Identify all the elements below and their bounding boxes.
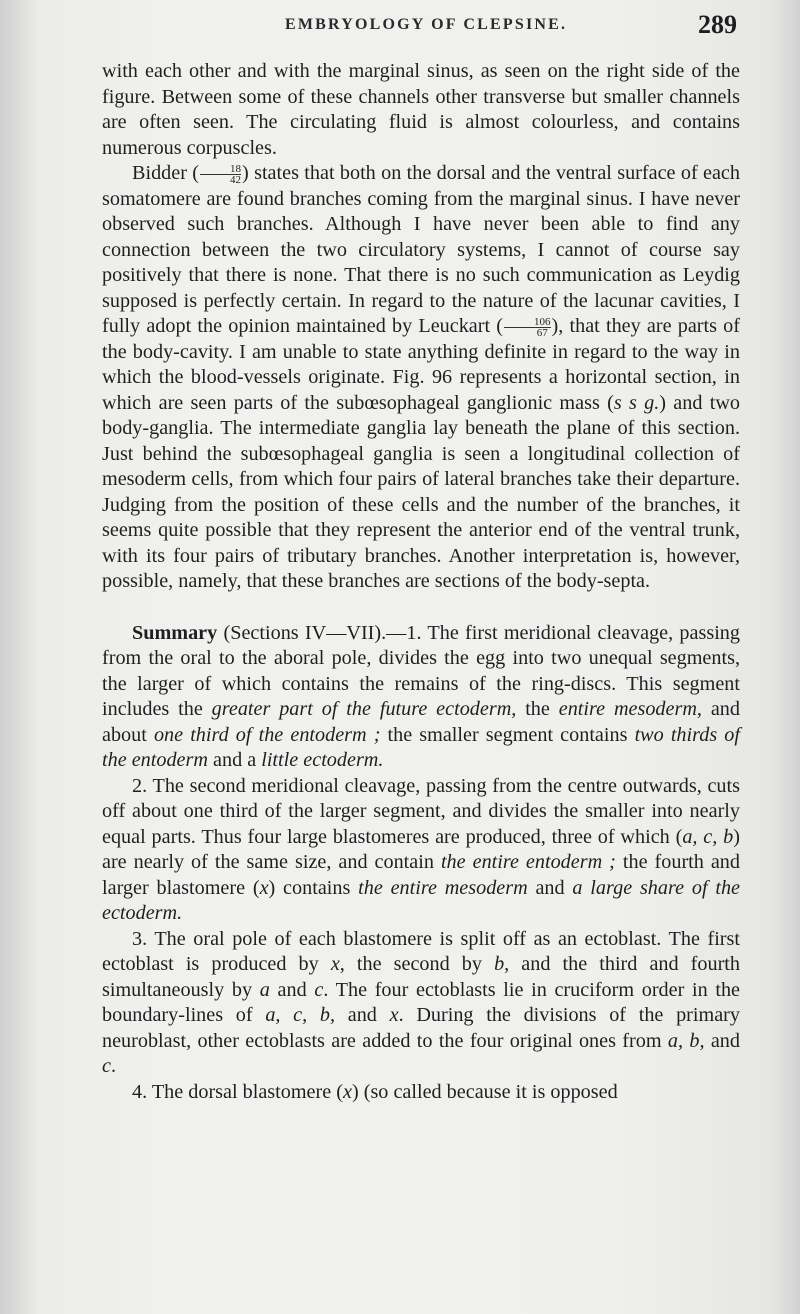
italic-run: c <box>102 1055 111 1077</box>
text-run: Bidder ( <box>132 162 200 184</box>
italic-run: x <box>259 876 269 899</box>
text-run: and <box>335 1004 390 1026</box>
text-run: , the second by <box>339 953 495 975</box>
paragraph-point-4 <box>102 1080 740 1106</box>
text-run: (Sections IV—VII).—1. The first meridional cleavage, passing from the oral to the aboral pole, divides the egg into two unequal segments, the larger of which contains the remains of the ring-discs. This segment includes the <box>102 621 740 720</box>
running-title: EMBRYOLOGY OF CLEPSINE. <box>285 16 568 33</box>
text-run: , and the third and fourth simultaneously by <box>102 953 741 1001</box>
text-run: ) and two body-ganglia. The intermediate ganglia lay beneath the plane of this section. Just behind the subœsophageal ganglia is seen a longitudinal collection of mesoderm cells, from which four pairs of lateral branches take their departure. Judging from the position of these cells and the number of the branches, it seems quite possible that they represent the anterior end of the ventral trunk, with its four pairs of tributary branches. Another interpretation is, however, possible, namely, that these branches are sections of the body-septa. <box>102 391 740 592</box>
page-number: 289 <box>698 10 737 39</box>
italic-run: x <box>389 1004 399 1026</box>
italic-run: little ectoderm. <box>261 749 384 771</box>
page-header <box>0 10 800 44</box>
italic-run: one third of the entoderm ; <box>153 723 381 746</box>
text-run: ) states that both on the dorsal and the ventral surface of each somatomere are found branches coming from the marginal sinus. I have never observed such branches. Although I have never been able to find any connection between the two circulatory systems, I cannot of course say positively that there is none. That there is no such communication as Leydig supposed is perfectly certain. In regard to the nature of the lacunar cavities, I fully adopt the opinion maintained by Leuckart ( <box>102 162 740 337</box>
text-run: . During the divisions of the primary neuroblast, other ectoblasts are added to the four original ones from <box>102 1004 740 1052</box>
text-run: and <box>269 978 315 1001</box>
text-run: the smaller segment contains <box>380 723 635 746</box>
italic-run: entire mesoderm, <box>558 698 702 720</box>
text-run: 3. The oral pole of each blastomere is split off as an ectoblast. The first ectoblast is produced by <box>102 927 740 975</box>
italic-label: s s g. <box>613 391 660 414</box>
fraction-denominator: 42 <box>230 173 242 186</box>
text-run: and <box>704 1029 740 1052</box>
text-run: 4. The dorsal blastomere ( <box>132 1080 343 1103</box>
paragraph-point-3 <box>102 927 740 1080</box>
paragraph-bidder <box>102 161 740 595</box>
italic-run: a <box>259 978 270 1001</box>
text-run: ) (so called because it is opposed <box>351 1080 618 1103</box>
paragraph-summary <box>102 621 740 774</box>
italic-run: b <box>494 953 505 975</box>
italic-run: x <box>330 953 340 975</box>
summary-heading: Summary <box>132 621 218 644</box>
fraction-numerator: 18 <box>200 164 241 175</box>
paragraph-point-2 <box>102 774 740 927</box>
italic-run: c <box>314 978 324 1001</box>
italic-run: a, c, b <box>682 825 734 848</box>
paragraph-text: with each other and with the marginal sinus, as seen on the right side of the figure. Between some of these channels other transverse but smaller channels are often seen. The circulating fluid is almost colourless, and contains numerous corpuscles. <box>102 60 740 159</box>
text-run: the <box>516 698 559 720</box>
text-run: and <box>527 876 573 899</box>
body-text <box>102 59 740 1105</box>
text-run: ) contains <box>268 876 359 899</box>
text-run: . The four ectoblasts lie in cruciform order in the boundary-lines of <box>102 978 741 1026</box>
paragraph-continuation <box>102 59 740 161</box>
italic-run: x <box>342 1080 352 1103</box>
italic-run: the entire entoderm ; <box>440 851 616 873</box>
italic-run: a large share of the ectoderm. <box>102 876 741 924</box>
italic-run: a, c, b, <box>265 1004 336 1026</box>
fraction-numerator: 106 <box>504 317 551 328</box>
text-run: and a <box>207 749 262 771</box>
citation-fraction <box>200 164 241 185</box>
text-run: the fourth and larger blastomere ( <box>102 851 740 899</box>
citation-fraction <box>504 317 551 338</box>
text-run: ), that they are parts of the body-cavity. I am unable to state anything definite in regard to the way in which the blood-vessels originate. Fig. 96 represents a horizontal section, in which are seen parts of the subœsophageal ganglionic mass ( <box>102 315 740 414</box>
italic-run: a, b, <box>667 1029 705 1052</box>
italic-run: the entire mesoderm <box>358 876 528 899</box>
text-run: and about <box>102 698 740 746</box>
text-run: ) are nearly of the same size, and contain <box>102 825 740 873</box>
text-run: . <box>110 1055 117 1077</box>
fraction-denominator: 67 <box>536 326 548 339</box>
italic-run: two thirds of the entoderm <box>102 723 740 771</box>
italic-run: greater part of the future ectoderm, <box>211 698 517 720</box>
text-run: 2. The second meridional cleavage, passing from the centre outwards, cuts off about one third of the larger segment, and divides the smaller into nearly equal parts. Thus four large blastomeres are produced, three of which ( <box>102 774 740 848</box>
